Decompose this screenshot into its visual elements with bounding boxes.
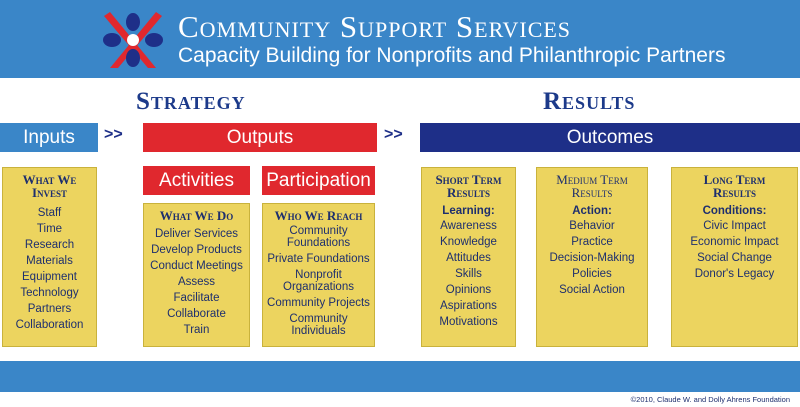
box-subhead: Learning: [442, 205, 495, 217]
list-item: Technology [20, 287, 79, 299]
footer-bar [0, 361, 800, 392]
list-item: Nonprofit Organizations [283, 269, 354, 293]
box-title: Results [712, 185, 757, 200]
list-item: Time [36, 223, 63, 235]
list-item: Social Action [559, 284, 625, 296]
list-item: Aspirations [440, 300, 497, 312]
box-subhead: Conditions: [702, 205, 767, 217]
list-item: Partners [27, 303, 72, 315]
list-item: Assess [177, 276, 216, 288]
activities-bar [143, 166, 250, 195]
list-item: Decision-Making [549, 252, 635, 264]
box-subhead: Action: [572, 205, 612, 217]
strategy-heading: Strategy [136, 88, 246, 115]
long-term-results-box [671, 167, 798, 347]
list-item: Donor's Legacy [694, 268, 775, 280]
box-title: What We [22, 172, 77, 187]
list-item: Collaboration [15, 319, 84, 331]
box-title: Invest [31, 185, 68, 200]
arrow-icon: >> [104, 126, 123, 143]
list-item: Facilitate [173, 292, 220, 304]
page-title: Community Support Services [178, 9, 572, 44]
list-item: Train [183, 324, 210, 336]
copyright-text: ©2010, Claude W. and Dolly Ahrens Foundation [630, 395, 790, 404]
list-item: Behavior [569, 220, 615, 232]
list-item: Practice [571, 236, 613, 248]
list-item: Social Change [697, 252, 772, 264]
list-item: Community Foundations [286, 225, 351, 249]
logo-icon [100, 8, 166, 72]
list-item: Materials [26, 255, 73, 267]
outcomes-bar [420, 123, 800, 152]
outcomes-label: Outcomes [566, 126, 654, 148]
list-item: Develop Products [151, 244, 242, 256]
what-we-do-box [143, 203, 250, 347]
list-item: Attitudes [446, 252, 491, 264]
box-title: What We Do [159, 208, 234, 223]
participation-label: Participation [266, 169, 371, 191]
list-item: Deliver Services [154, 228, 239, 240]
list-item: Community Projects [267, 297, 370, 309]
list-item: Conduct Meetings [150, 260, 243, 272]
page-subtitle: Capacity Building for Nonprofits and Philanthropic Partners [178, 44, 726, 67]
inputs-bar [0, 123, 98, 152]
list-item: Equipment [22, 271, 77, 283]
short-term-results-box [421, 167, 516, 347]
list-item: Community Individuals [289, 313, 348, 337]
participation-bar [262, 166, 375, 195]
list-item: Policies [572, 268, 612, 280]
arrow-icon: >> [384, 126, 403, 143]
list-item: Civic Impact [703, 220, 766, 232]
list-item: Knowledge [440, 236, 497, 248]
inputs-label: Inputs [23, 126, 75, 148]
medium-term-results-box [536, 167, 648, 347]
list-item: Research [24, 239, 75, 251]
box-title: Results [446, 185, 491, 200]
list-item: Opinions [445, 284, 492, 296]
box-title: Who We Reach [274, 208, 363, 223]
outputs-bar [143, 123, 377, 152]
list-item: Economic Impact [690, 236, 779, 248]
box-title: Short Term [435, 172, 502, 187]
box-title: Results [571, 185, 613, 200]
list-item: Skills [455, 268, 482, 280]
list-item: Motivations [439, 316, 498, 328]
results-heading: Results [543, 88, 636, 115]
what-we-invest-box [2, 167, 97, 347]
list-item: Awareness [440, 220, 497, 232]
outputs-label: Outputs [226, 126, 294, 148]
who-we-reach-box [262, 203, 375, 347]
activities-label: Activities [159, 169, 234, 191]
list-item: Collaborate [167, 308, 226, 320]
list-item: Staff [37, 207, 62, 219]
list-item: Private Foundations [267, 253, 370, 265]
box-title: Medium Term [556, 172, 628, 187]
box-title: Long Term [703, 172, 766, 187]
